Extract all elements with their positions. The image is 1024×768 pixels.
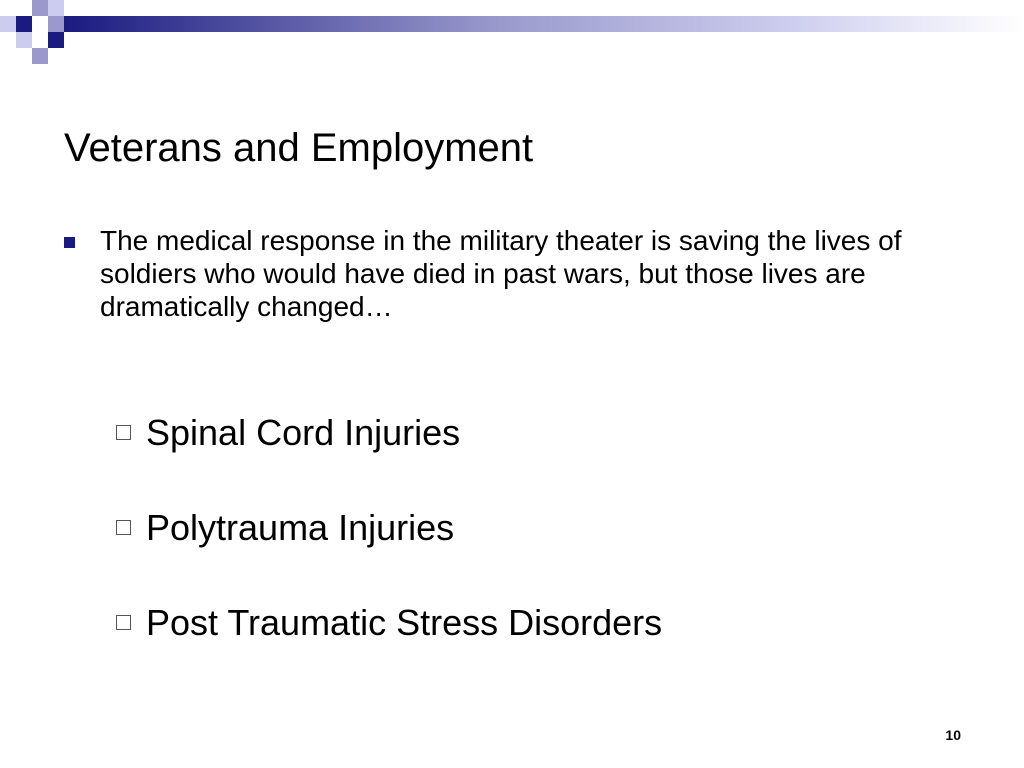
- slide-title: Veterans and Employment: [64, 126, 534, 170]
- sub-bullet: [116, 601, 916, 645]
- filled-square-icon: [64, 237, 75, 248]
- decor-square: [48, 0, 64, 16]
- header-gradient-bar: [64, 16, 1024, 32]
- decor-square: [32, 48, 48, 64]
- sub-bullet-text: Spinal Cord Injuries: [146, 412, 461, 453]
- page-number: 10: [945, 727, 961, 743]
- sub-bullet: [116, 411, 916, 455]
- sub-bullet-text: Post Traumatic Stress Disorders: [146, 602, 663, 643]
- decor-square: [32, 0, 48, 16]
- sub-bullet: [116, 506, 916, 550]
- decor-square: [0, 16, 16, 32]
- hollow-square-icon: [116, 520, 131, 535]
- main-bullet-text: The medical response in the military theater is saving the lives of soldiers who would have died in past wars, but those lives are dramatically changed…: [100, 225, 902, 322]
- hollow-square-icon: [116, 615, 131, 630]
- decor-square: [48, 16, 64, 32]
- sub-bullet-text: Polytrauma Injuries: [146, 507, 455, 548]
- decor-square: [16, 16, 32, 32]
- hollow-square-icon: [116, 425, 131, 440]
- decor-square: [16, 32, 32, 48]
- decor-square: [48, 32, 64, 48]
